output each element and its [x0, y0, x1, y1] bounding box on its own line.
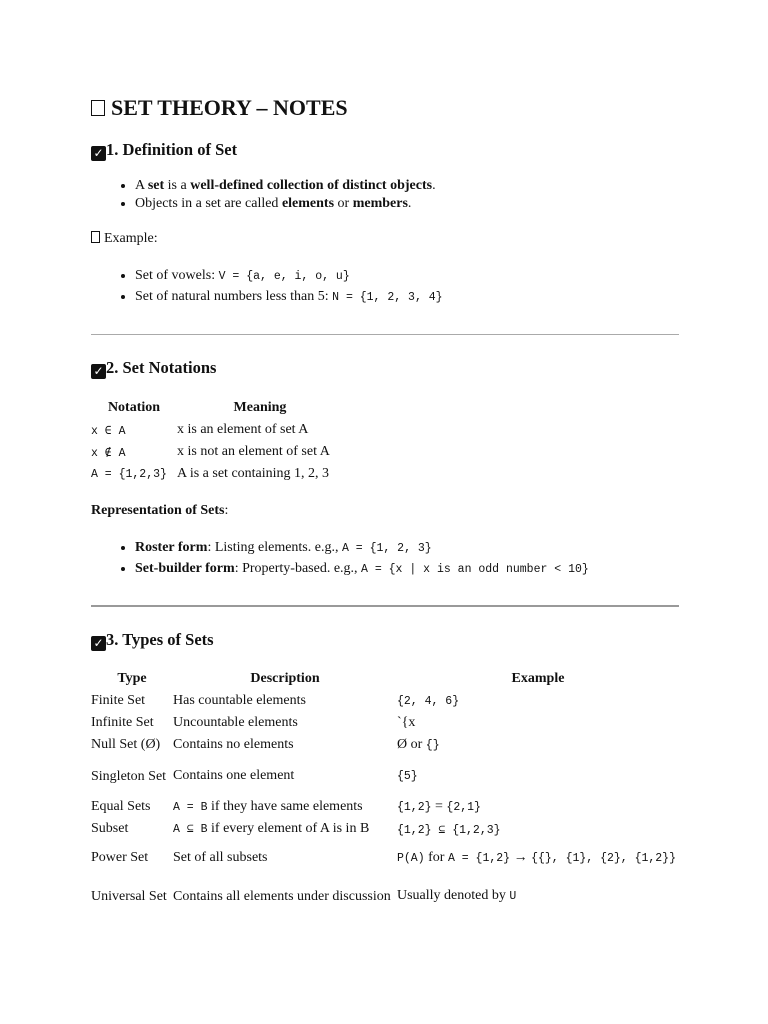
section-divider [91, 605, 679, 607]
list-item: • A set is a well-defined collection of distinct objects. [135, 177, 436, 195]
section-heading-notations: ✓ 2. Set Notations [91, 358, 216, 379]
table-row: Equal Sets A = B if they have same elements {1,2} = {2,1} [91, 799, 481, 814]
section-divider [91, 334, 679, 335]
list-item: • Set-builder form: Property-based. e.g., A = {x | x is an odd number < 10} [135, 560, 589, 579]
section-heading-types: ✓ 3. Types of Sets [91, 630, 214, 651]
list-item: • Set of vowels: V = {a, e, i, o, u} [135, 267, 443, 286]
table-row: A = {1,2,3} A is a set containing 1, 2, 3 [91, 466, 330, 481]
example-label: Example: [91, 231, 158, 247]
checkmark-icon: ✓ [91, 636, 106, 651]
table-row: x ∈ A x is an element of set A [91, 422, 309, 438]
missing-glyph-icon [91, 231, 100, 243]
list-item: • Roster form: Listing elements. e.g., A = {1, 2, 3} [135, 539, 589, 558]
table-row: x ∉ A x is not an element of set A [91, 444, 330, 460]
checkmark-icon: ✓ [91, 146, 106, 161]
table-header-row: Notation Meaning [107, 400, 287, 415]
table-row: Subset A ⊆ B if every element of A is in B {1,2} ⊆ {1,2,3} [91, 821, 501, 837]
notation-table [91, 397, 343, 485]
page-title: SET THEORY – NOTES [91, 95, 348, 121]
table-row: Finite Set Has countable elements {2, 4, 6} [91, 693, 460, 708]
missing-glyph-icon [91, 100, 105, 116]
table-row: Universal Set Contains all elements under discussion Usually denoted by U [91, 888, 517, 904]
list-item: • Objects in a set are called elements or members. [135, 195, 436, 213]
definition-list [91, 177, 436, 213]
checkmark-icon: ✓ [91, 364, 106, 379]
section-heading-definition: ✓ 1. Definition of Set [91, 140, 237, 161]
list-item: • Set of natural numbers less than 5: N = {1, 2, 3, 4} [135, 288, 443, 307]
table-row: Infinite Set Uncountable elements `{x [91, 715, 416, 730]
representation-list [91, 539, 589, 579]
representation-label: Representation of Sets: [91, 503, 229, 518]
table-row: Power Set Set of all subsets P(A) for A = {1,2} → {{}, {1}, {2}, {1,2}} [91, 850, 676, 865]
table-header-row: Type Description Example [117, 671, 565, 686]
table-row: Singleton Set Contains one element {5} [91, 768, 418, 784]
example-list [91, 267, 443, 307]
table-row: Null Set (Ø) Contains no elements Ø or {} [91, 737, 440, 752]
types-table [91, 668, 679, 916]
